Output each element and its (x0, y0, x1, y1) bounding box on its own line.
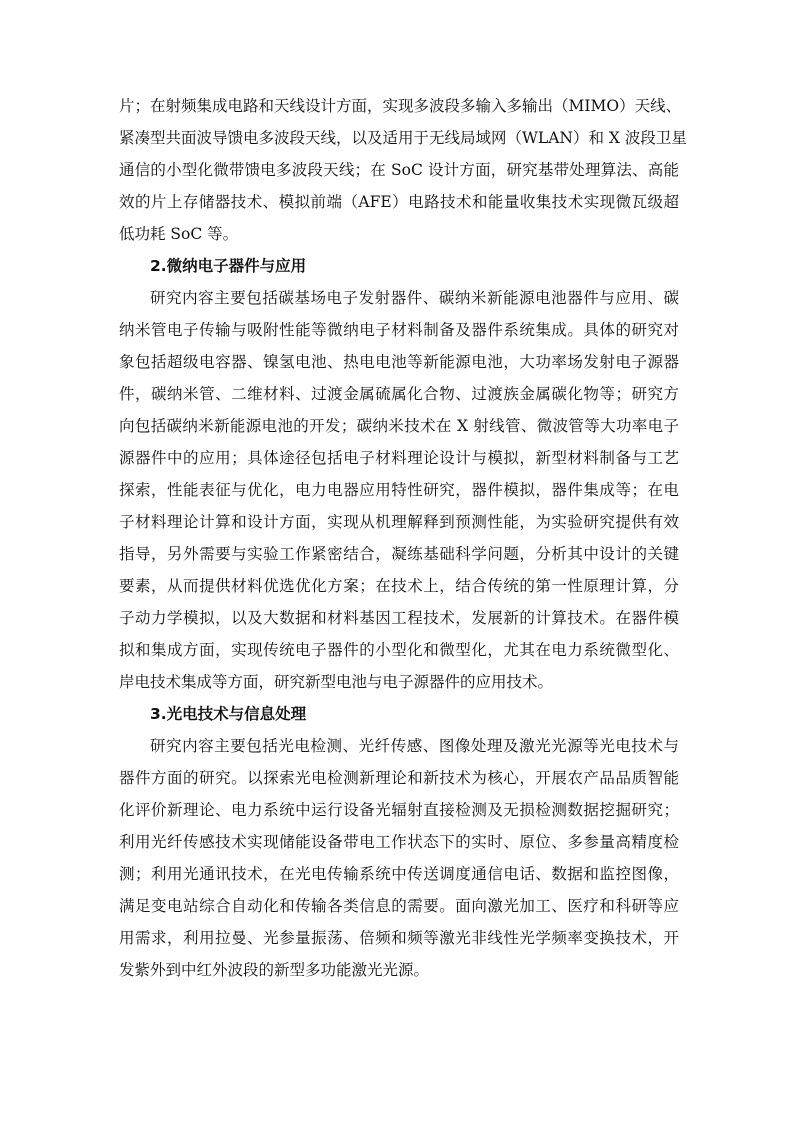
section-2-line-12: 拟和集成方面，实现传统电子器件的小型化和微型化，尤其在电力系统微型化、 (119, 641, 679, 659)
section-2-line-4: 件，碳纳米管、二维材料、过渡金属硫属化合物、过渡族金属碳化物等；研究方 (119, 385, 679, 403)
section-3-line-4: 利用光纤传感技术实现储能设备带电工作状态下的实时、原位、多参量高精度检 (119, 833, 679, 851)
section-2-heading: 2.微纳电子器件与应用 (150, 257, 307, 275)
section-3-line-3: 化评价新理论、电力系统中运行设备光辐射直接检测及无损检测数据挖掘研究； (119, 801, 679, 819)
paragraph-1-line-4: 效的片上存储器技术、模拟前端（AFE）电路技术和能量收集技术实现微瓦级超 (119, 193, 679, 211)
section-2-line-13: 岸电技术集成等方面，研究新型电池与电子源器件的应用技术。 (119, 673, 554, 691)
section-3-line-7: 用需求，利用拉曼、光参量振荡、倍频和频等激光非线性光学频率变换技术，开 (119, 929, 679, 947)
paragraph-1-line-3: 通信的小型化微带馈电多波段天线；在 SoC 设计方面，研究基带处理算法、高能 (119, 161, 679, 179)
section-2-line-5: 向包括碳纳米新能源电池的开发；碳纳米技术在 X 射线管、微波管等大功率电子 (119, 417, 679, 435)
section-3-line-2: 器件方面的研究。以探索光电检测新理论和新技术为核心，开展农产品品质智能 (119, 769, 679, 787)
paragraph-1-line-5: 低功耗 SoC 等。 (119, 225, 239, 243)
section-3-heading: 3.光电技术与信息处理 (150, 705, 307, 723)
section-2-line-6: 源器件中的应用；具体途径包括电子材料理论设计与模拟，新型材料制备与工艺 (119, 449, 679, 467)
section-2-line-8: 子材料理论计算和设计方面，实现从机理解释到预测性能，为实验研究提供有效 (119, 513, 679, 531)
paragraph-1-line-2: 紧凑型共面波导馈电多波段天线，以及适用于无线局域网（WLAN）和 X 波段卫星 (119, 129, 687, 147)
section-3-line-8: 发紫外到中红外波段的新型多功能激光光源。 (119, 961, 430, 979)
section-2-line-2: 纳米管电子传输与吸附性能等微纳电子材料制备及器件系统集成。具体的研究对 (119, 321, 679, 339)
paragraph-1-line-1: 片；在射频集成电路和天线设计方面，实现多波段多输入多输出（MIMO）天线、 (119, 97, 682, 115)
section-3-line-6: 满足变电站综合自动化和传输各类信息的需要。面向激光加工、医疗和科研等应 (119, 897, 679, 915)
section-2-line-1: 研究内容主要包括碳基场电子发射器件、碳纳米新能源电池器件与应用、碳 (150, 289, 679, 307)
section-2-line-7: 探索，性能表征与优化，电力电器应用特性研究，器件模拟，器件集成等；在电 (119, 481, 679, 499)
section-2-line-11: 子动力学模拟，以及大数据和材料基因工程技术，发展新的计算技术。在器件模 (119, 609, 679, 627)
section-2-line-3: 象包括超级电容器、镍氢电池、热电电池等新能源电池，大功率场发射电子源器 (119, 353, 679, 371)
section-2-line-10: 要素，从而提供材料优选优化方案；在技术上，结合传统的第一性原理计算，分 (119, 577, 679, 595)
section-2-line-9: 指导，另外需要与实验工作紧密结合，凝练基础科学问题，分析其中设计的关键 (119, 545, 679, 563)
section-3-line-1: 研究内容主要包括光电检测、光纤传感、图像处理及激光光源等光电技术与 (150, 737, 679, 755)
section-3-line-5: 测；利用光通讯技术，在光电传输系统中传送调度通信电话、数据和监控图像， (119, 865, 679, 883)
